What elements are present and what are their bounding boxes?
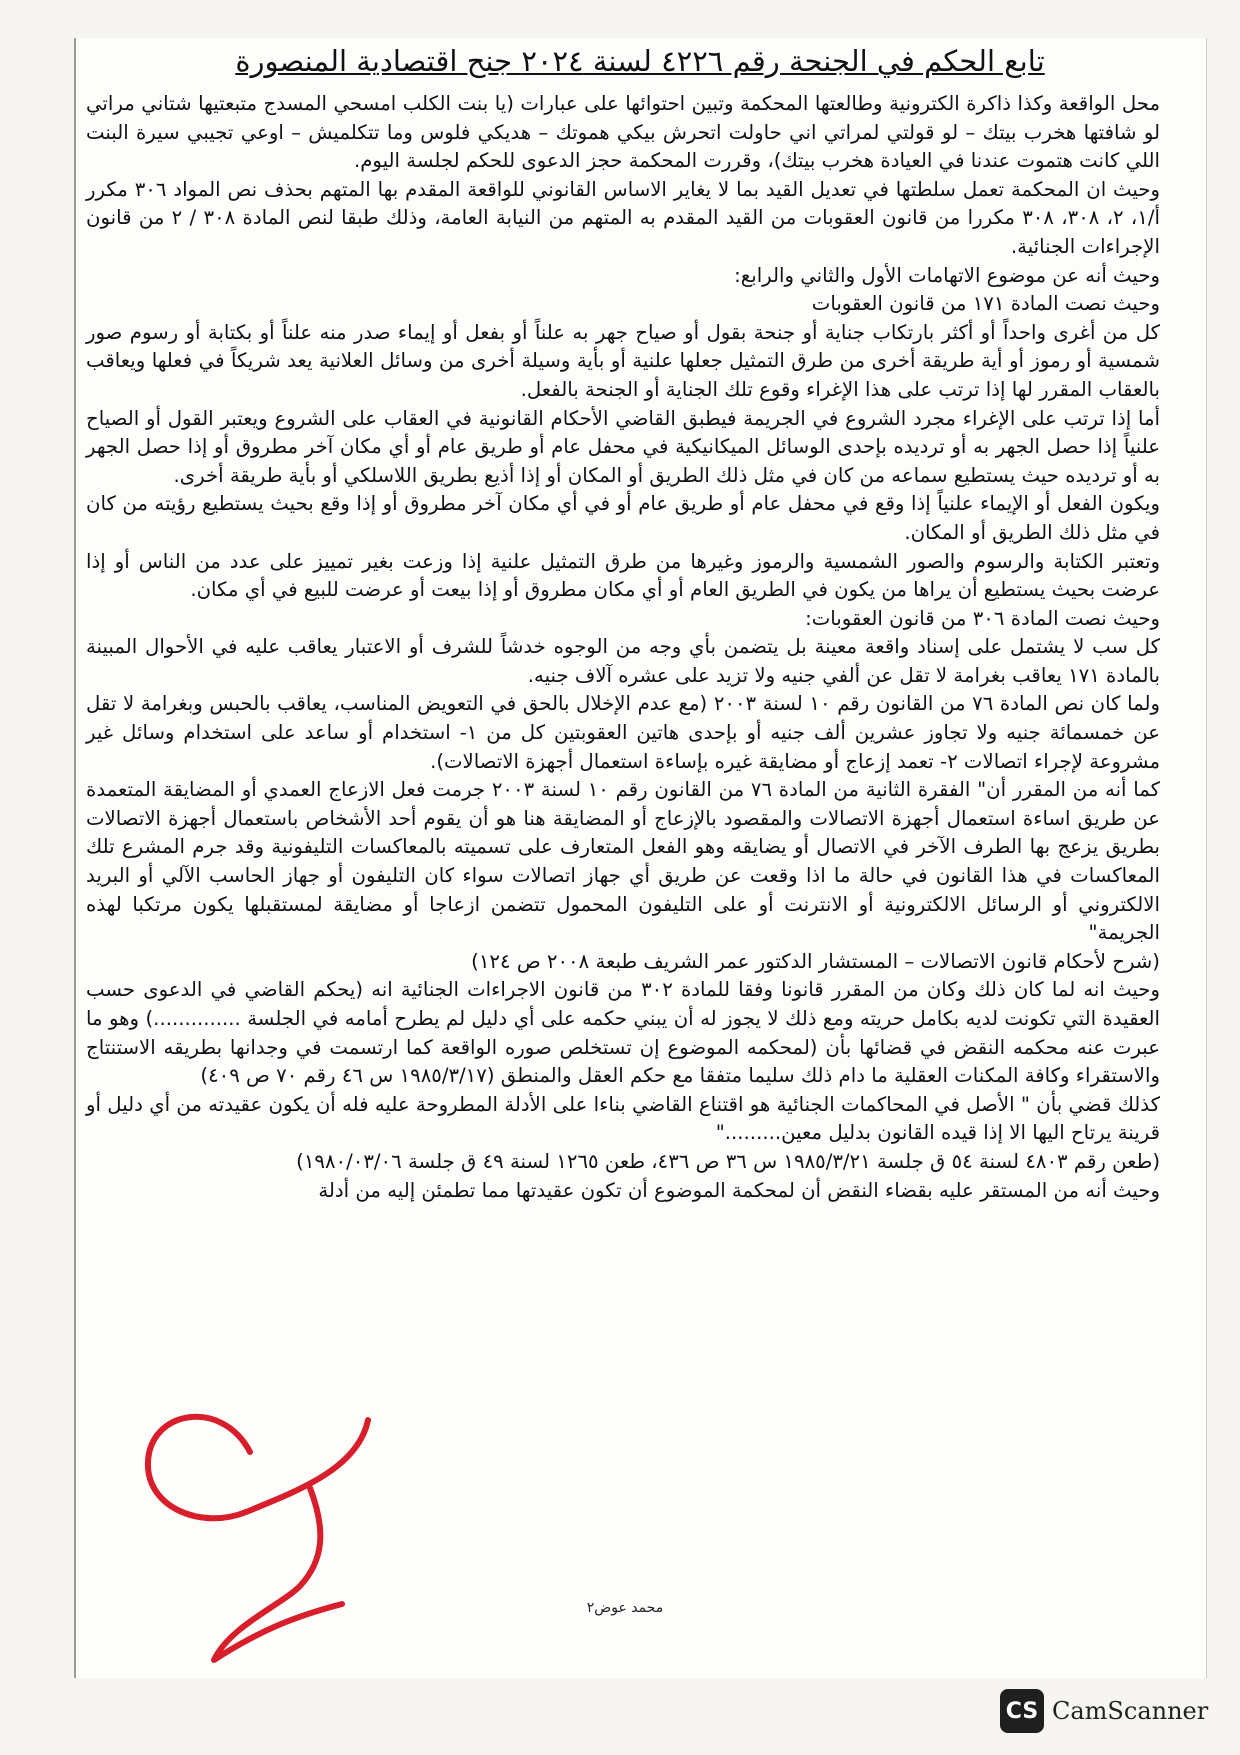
- paragraph: وتعتبر الكتابة والرسوم والصور الشمسية والرموز وغيرها من طرق التمثيل علنية إذا وزعت بغير تمييز على عدد من الناس أو إذا عرضت بحيث يستطيع أن يراها من يكون في الطريق العام أو أي مكان مطروق أو إذا بيعت أو عرضت للبيع في أي مكان.: [86, 549, 1160, 602]
- paragraph: أما إذا ترتب على الإغراء مجرد الشروع في الجريمة فيطبق القاضي الأحكام القانونية في العقاب على الشروع ويعتبر القول أو الصياح علنياً إذا حصل الجهر به أو ترديده بإحدى الوسائل الميكانيكية في محفل عام أو طريق عام أو أي مكان آخر مطروق أو إذا حصل الجهر به أو ترديده حيث يستطيع سماعه من كان في مثل ذلك الطريق أو المكان أو إذا أذيع بطريق اللاسلكي أو بأية طريقة أخرى.: [86, 406, 1160, 487]
- paragraph: وحيث ان المحكمة تعمل سلطتها في تعديل القيد بما لا يغاير الاساس القانوني للواقعة المقدم بها المتهم بحذف نص المواد ٣٠٦ مكرر أ/١، ٢، ٣٠٨، ٣٠٨ مكررا من قانون العقوبات من القيد المقدم به المتهم من النيابة العامة، وذلك طبقا لنص المادة ٣٠٨ / ٢ من قانون الإجراءات الجنائية.: [86, 177, 1161, 258]
- paragraph: وحيث نصت المادة ٣٠٦ من قانون العقوبات:: [805, 606, 1160, 630]
- paragraph: (طعن رقم ٤٨٠٣ لسنة ٥٤ ق جلسة ١٩٨٥/٣/٢١ س ٣٦ ص ٤٣٦، طعن ١٢٦٥ لسنة ٤٩ ق جلسة ١٩٨٠/٠٣/٠٦): [296, 1149, 1160, 1173]
- paragraph: (شرح لأحكام قانون الاتصالات – المستشار الدكتور عمر الشريف طبعة ٢٠٠٨ ص ١٢٤): [471, 949, 1160, 973]
- document-body: [86, 90, 1160, 1205]
- paragraph: وحيث نصت المادة ١٧١ من قانون العقوبات: [811, 292, 1160, 316]
- camscanner-logo-icon: CS: [1000, 1689, 1044, 1733]
- signature-text: محمد عوض٢: [586, 1600, 664, 1616]
- red-pen-mark: [110, 1390, 390, 1680]
- paragraph: وحيث أنه عن موضوع الاتهامات الأول والثاني والرابع:: [734, 263, 1160, 287]
- paragraph: محل الواقعة وكذا ذاكرة الكترونية وطالعتها المحكمة وتبين احتوائها على عبارات (يا بنت الكلب امسحي المسدج متبعتيها شتاني مراتي لو شافتها هخرب بيتك – لو قولتي لمراتي اني حاولت اتحرش بيكي هموتك – هديكي فلوس وما تتكلميش – اوعي تجيبي سيرة البنت اللي كانت هتموت عندنا في العيادة هخرب بيتك)، وقررت المحكمة حجز الدعوى للحكم لجلسة اليوم.: [86, 92, 1160, 173]
- camscanner-watermark: [1000, 1686, 1208, 1736]
- paragraph: ويكون الفعل أو الإيماء علنياً إذا وقع في محفل عام أو طريق عام أو في أي مكان آخر مطروق أو إذا وقع بحيث يستطيع رؤيته من كان في مثل ذلك الطريق أو المكان.: [86, 492, 1160, 544]
- paragraph: كذلك قضي بأن " الأصل في المحاكمات الجنائية هو اقتناع القاضي بناءا على الأدلة المطروحة عليه فله أن يكون عقيدته من أي دليل أو قرينة يرتاح اليها الا إذا قيده القانون بدليل معين.........": [86, 1092, 1160, 1145]
- paragraph: كل سب لا يشتمل على إسناد واقعة معينة بل يتضمن بأي وجه من الوجوه خدشاً للشرف أو الاعتبار يعاقب عليه في الأحوال المبينة بالمادة ١٧١ يعاقب بغرامة لا تقل عن ألفي جنيه ولا تزيد على عشره آلاف جنيه.: [86, 635, 1160, 687]
- document-header: تابع الحكم في الجنحة رقم ٤٢٢٦ لسنة ٢٠٢٤ جنح اقتصادية المنصورة: [235, 44, 1045, 78]
- paragraph: كما أنه من المقرر أن" الفقرة الثانية من المادة ٧٦ من القانون رقم ١٠ لسنة ٢٠٠٣ جرمت فعل الازعاج العمدي أو المضايقة المتعمدة عن طريق اساءة استعمال أجهزة الاتصالات والمقصود بالإزعاج أو المضايقة هنا هو أن يقوم أحد الأشخاص باستعمال أجهزة الاتصالات بطريق يزعج بها الطرف الآخر في الاتصال أو يضايقه وهو الفعل المتعارف على تسميته بالمعاكسات التليفونية وقد جرم المشرع تلك المعاكسات في هذا القانون في حالة ما اذا وقعت عن طريق أي جهاز اتصالات سواء كان التليفون أو جهاز الحاسب الآلي أو البريد الالكتروني أو الرسائل الالكترونية أو الانترنت أو على التليفون المحمول تتضمن ازعاجا أو مضايقة لمستقبلها يكون مرتكبا لهذه الجريمة": [86, 778, 1161, 945]
- paragraph: وحيث انه لما كان ذلك وكان من المقرر قانونا وفقا للمادة ٣٠٢ من قانون الاجراءات الجنائية انه (يحكم القاضي في الدعوى حسب العقيدة التي تكونت لديه بكامل حريته ومع ذلك لا يجوز له أن يبني حكمه على أي دليل لم يطرح أمامه في الجلسة ..............) وهو ما عبرت عنه محكمه النقض في قضائها بأن (لمحكمه الموضوع إن تستخلص صوره الواقعة كما ارتسمت في وجدانها بطريقه الاستنتاج والاستقراء وكافة المكنات العقلية ما دام ذلك سليما متفقا مع حكم العقل والمنطق (١٩٨٥/٣/١٧ س ٤٦ رقم ٧٠ ص ٤٠٩): [86, 978, 1160, 1088]
- paragraph: ولما كان نص المادة ٧٦ من القانون رقم ١٠ لسنة ٢٠٠٣ (مع عدم الإخلال بالحق في التعويض المناسب، يعاقب بالحبس وبغرامة لا تقل عن خمسمائة جنيه ولا تجاوز عشرين ألف جنيه أو بإحدى هاتين العقوبتين كل من ١- استخدام أو ساعد على استخدام وسائل غير مشروعة لإجراء اتصالات ٢- تعمد إزعاج أو مضايقة غيره بإساءة استعمال أجهزة الاتصالات).: [86, 692, 1161, 773]
- paragraph: وحيث أنه من المستقر عليه بقضاء النقض أن لمحكمة الموضوع أن تكون عقيدتها مما تطمئن إليه من أدلة: [318, 1178, 1160, 1202]
- camscanner-label: CamScanner: [1052, 1697, 1209, 1725]
- paragraph: كل من أغرى واحداً أو أكثر بارتكاب جناية أو جنحة بقول أو صياح جهر به علناً أو بفعل أو إيماء صدر منه علناً أو بكتابة أو رسوم صور شمسية أو رموز أو أية طريقة أخرى من طرق التمثيل جعلها علنية أو بأية وسيلة أخرى من وسائل العلانية يعد شريكاً في فعلها ويعاقب بالعقاب المقرر لها إذا ترتب على هذا الإغراء وقوع تلك الجناية أو الجنحة بالفعل.: [86, 320, 1160, 401]
